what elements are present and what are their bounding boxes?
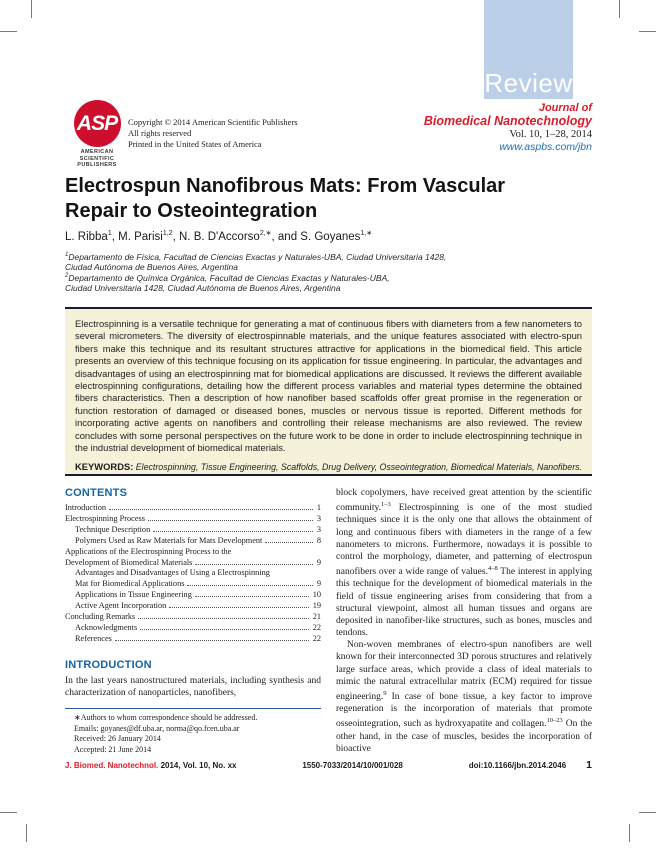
keywords-line [75,461,582,472]
toc-page-number: 9 [316,579,321,589]
toc-entry: Applications of the Electrospinning Process to the [65,546,232,556]
toc-dot-leader [153,531,313,532]
list-line: Accepted: 21 June 2014 [74,744,152,754]
journal-name-line2: Biomedical Nanotechnology [423,114,592,128]
body-columns [65,487,592,755]
crop-mark-bottom-right-v [629,824,630,842]
abstract-bottom-rule [65,474,592,476]
toc-entry: Introduction 1 [65,503,321,512]
toc-entry: Concluding Remarks 21 [65,612,321,622]
toc-page-number: 8 [316,535,321,545]
journal-website-link[interactable]: www.aspbs.com/jbn [499,141,592,153]
list-line: $^2$Departamento de Química Orgánica, Facultad de Ciencias Exactas y Naturales-UBA, [65,273,390,284]
authors-line: L. Ribba$^1$, M. Parisi$^{1,2}$, N. B. D'Accorso$^{2,∗}$, and S. Goyanes$^{1,∗}$ [65,230,373,243]
toc-dot-leader [265,542,313,543]
toc-dot-leader [169,607,308,608]
footer-issue-info: 2014, Vol. 10, No. xx [160,761,237,770]
toc-page-number: 22 [312,622,321,632]
toc-dot-leader [195,596,309,597]
toc-page-number: 3 [316,524,321,534]
toc-entry: Active Agent Incorporation 19 [75,601,321,611]
review-badge-label: Review [484,68,573,98]
toc-entry: Technique Description 3 [75,524,321,534]
correspondence-footnote [65,708,321,755]
article-title [65,174,505,224]
abstract-box [65,309,592,474]
toc-page-number: 1 [316,503,321,512]
crop-mark-bottom-left-h [0,812,17,813]
contents-heading: CONTENTS [65,487,128,499]
toc-page-number: 10 [312,590,321,600]
toc-page-number: 22 [312,633,321,643]
footer-journal-citation [65,761,236,770]
volume-info: Vol. 10, 1–28, 2014 [509,129,592,140]
toc-page-number: 19 [312,601,321,611]
article-title-line1: Electrospun Nanofibrous Mats: From Vascular [65,175,506,197]
crop-mark-top-left-v [31,0,32,18]
introduction-heading: INTRODUCTION [65,658,152,671]
toc-entry: Applications in Tissue Engineering 10 [75,590,321,600]
page-footer [65,759,592,771]
crop-mark-bottom-left-v [26,824,27,842]
list-line: ∗Authors to whom correspondence should be addressed. [74,713,258,723]
toc-entry: Acknowledgments 22 [75,622,321,632]
copyright-block [128,117,298,150]
list-line: Emails: goyanes@df.uba.ar, norma@qo.fcen.uba.ar [74,723,240,733]
toc-page-number: 9 [316,557,321,567]
toc-page-number: 21 [312,612,321,622]
publisher-name [70,149,124,169]
toc-entry: Polymers Used as Raw Materials for Mats Development 8 [75,535,321,545]
list-line: PUBLISHERS [77,162,117,168]
asp-logo-icon: ASP [74,100,121,147]
crop-mark-top-right-v [619,0,620,18]
toc-entry: Mat for Biomedical Applications 9 [75,579,321,589]
toc-dot-leader [148,520,313,521]
crop-mark-bottom-right-h [639,812,656,813]
toc-entry: Development of Biomedical Materials 9 [65,557,321,567]
toc-page-number: 3 [316,513,321,523]
toc-dot-leader [138,618,308,619]
article-title-line2: Repair to Osteointegration [65,200,318,222]
footer-journal-abbrev: J. Biomed. Nanotechnol. [65,761,159,770]
list-line: AMERICAN [80,149,114,155]
footer-issn-code: 1550-7033/2014/10/001/028 [302,761,403,770]
publisher-logo [70,100,124,169]
list-line: Received: 26 January 2014 [74,734,161,744]
list-line: Ciudad Autónoma de Buenos Aires, Argentina [65,261,238,272]
footer-doi: doi:10.1166/jbn.2014.2046 [468,761,567,770]
journal-info-block [424,102,592,154]
toc-entry: Advantages and Disadvantages of Using a Electrospinning [75,568,270,578]
list-line: Printed in the United States of America [128,139,262,149]
list-line: $^1$Departamento de Física, Facultad de Ciencias Exactas y Naturales-UBA, Ciudad Universitaria 1428, [65,251,447,262]
toc-list [65,503,321,645]
list-line: SCIENTIFIC [79,155,115,162]
crop-mark-top-left-h [0,31,17,32]
introduction-paragraph: In the last years nanostructured materials, including synthesis and characterization of nanoparticles, nanofibers, [65,675,321,698]
crop-mark-top-right-h [639,31,656,32]
body-paragraph-2: Non-woven membranes of electro-spun nanofibers are well known for their interconnected 3D porous structures and relatively large surface areas, which provide a class of ideal materials to mimic the natural extracellular matrix (ECM) required for tissue engineering.$^9$ In case of bone tissue, a key factor to improve regeneration is the incorporation of materials that promote osseointegration, such as hydroxyapatite and collagen.$^{10-23}$ On the other hand, in the case of muscles, besides the incorporation of bioactive [336,640,593,754]
list-line: Copyright © 2014 American Scientific Publishers [128,117,298,127]
review-badge [484,0,573,99]
left-column [65,487,321,755]
keywords-label: KEYWORDS: [75,461,134,473]
toc-dot-leader [195,564,312,565]
toc-dot-leader [109,509,313,510]
list-line: All rights reserved [128,128,192,138]
journal-name-line1: Journal of [538,102,592,114]
toc-entry: References 22 [75,633,321,643]
abstract-text: Electrospinning is a versatile technique for generating a mat of continuous fibers with diameters from a few nanometers to several micrometers. The diversity of electrospinnable materials, and the unique features associated with electro-spun fibers make this technique and its resultant structures attractive for applications in the biomedical field. This article presents an overview of this technique focusing on its application for tissue engineering. In particular, the advantages and disadvantages of using an electrospinning mat for biomedical applications are discussed. It reviews the different available electrospinning configurations, detailing how the different process variables and material types determine the obtained fibers characteristics. Then a description of how nanofiber based scaffolds offer great promise in the regeneration or function restoration of damaged or diseased bones, muscles or nervous tissue is reported. Different methods for incorporating active agents on nanofibers and controlling their release mechanisms are also reviewed. The review concludes with some personal perspectives on the future work to be done in order to include electrospinning technique in the industrial development of biomedical materials. [75,318,582,454]
toc-dot-leader [115,640,309,641]
toc-dot-leader [187,585,312,586]
list-line: Ciudad Universitaria 1428, Ciudad Autónoma de Buenos Aires, Argentina [65,283,341,294]
keywords-text: Electrospinning, Tissue Engineering, Scaffolds, Drug Delivery, Osseointegration, Biomedical Materials, Nanofibers. [135,462,582,473]
page-number: 1 [586,759,592,771]
affiliations-block [65,251,446,294]
toc-dot-leader [140,629,308,630]
toc-entry: Electrospinning Process 3 [65,513,321,523]
right-column [336,487,592,755]
body-paragraph-1: block copolymers, have received great attention by the scientific community.$^{1-3}$ Electrospinning is one of the most studied techniques since it is the only one that allows the obtainment of long and continuous fibers with diameters in the range of a few nanometers to microns. Furthermore, nowadays it is possible to control the morphology, diameter, and patterning of electrospun nanofibers over a wide range of values.$^{4-8}$ The interest in applying this technique for the development of biomedical materials in the field of tissue engineering arises from considering that from a structural viewpoint, almost all human tissues and organs are deposited in nanofiber-like structures, such as bones, muscles and tendons. [336,488,592,639]
